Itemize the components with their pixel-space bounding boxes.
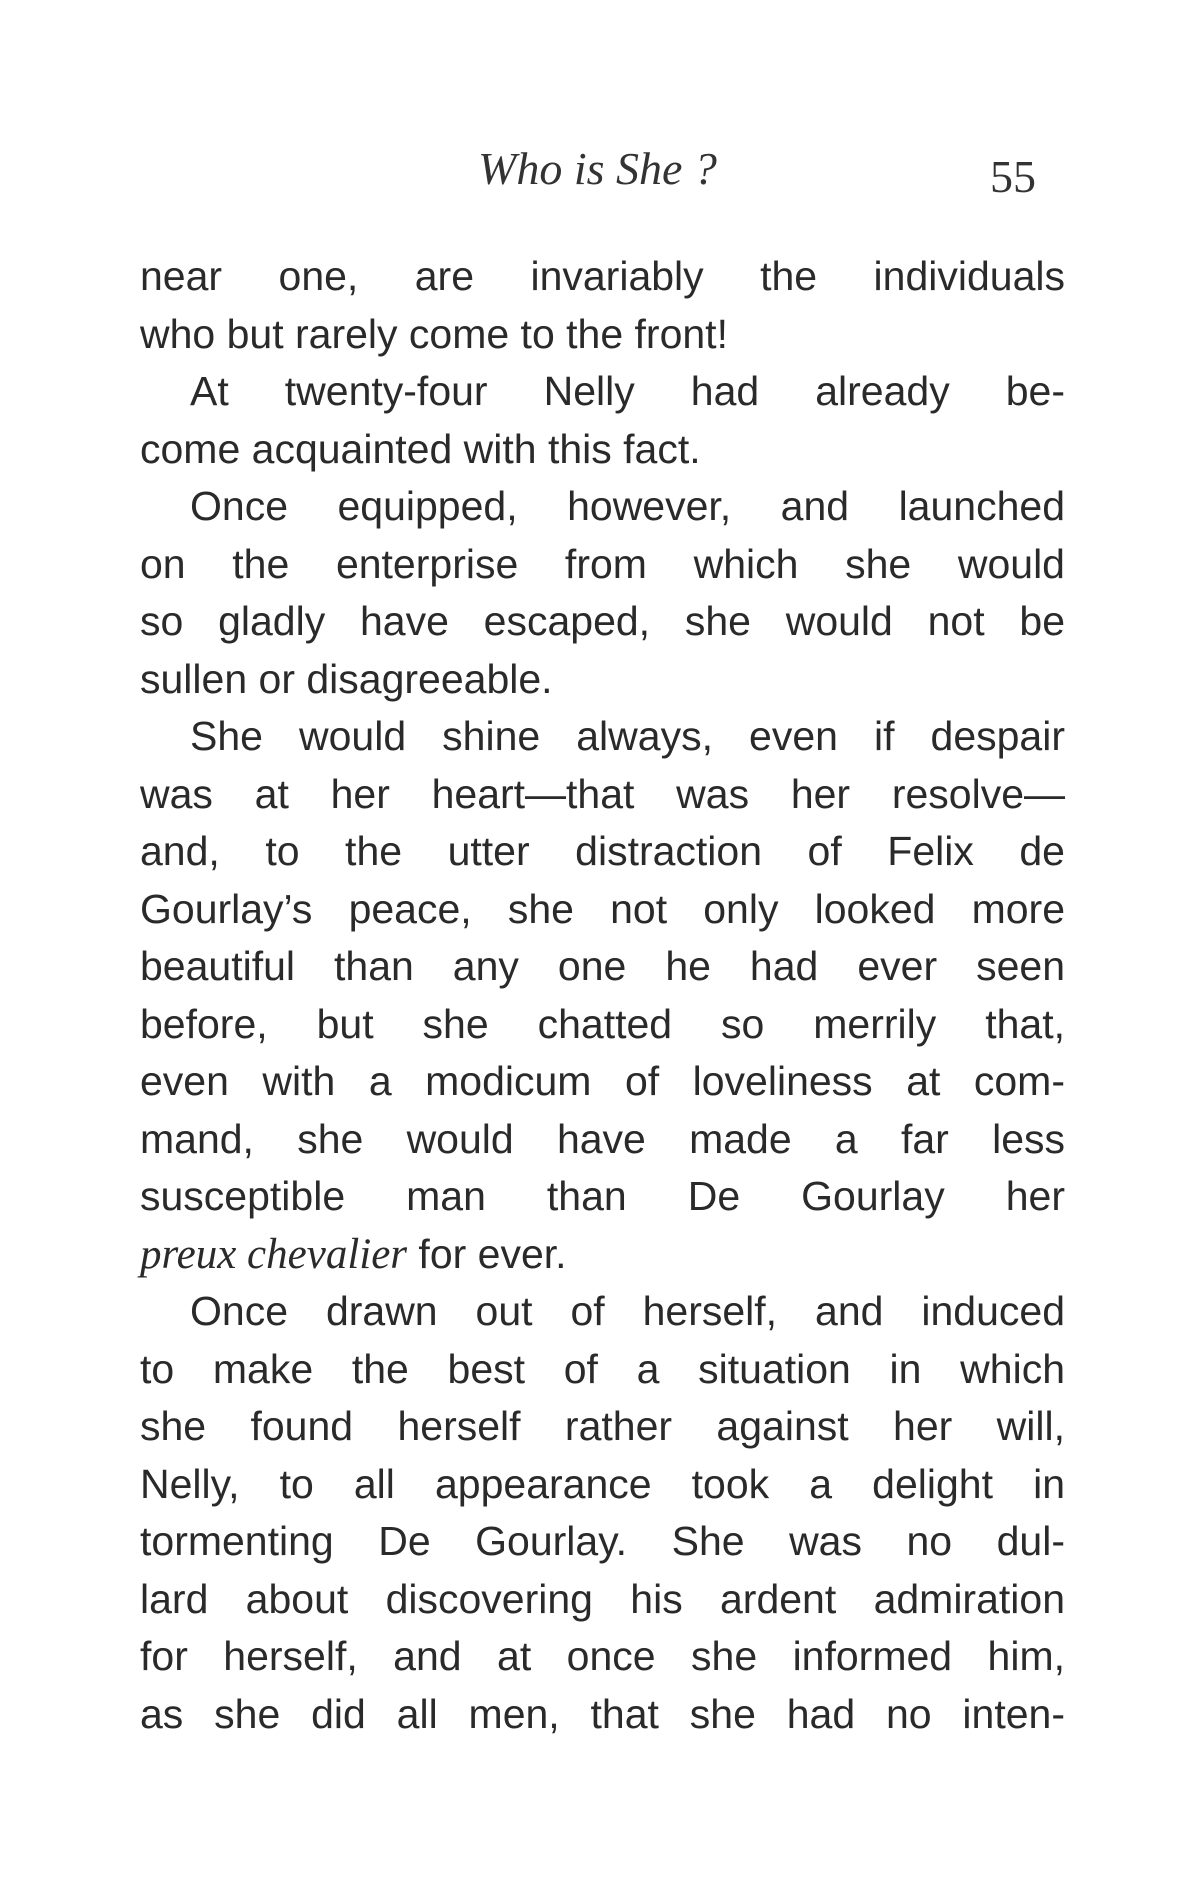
text-line: was at her heart—that was her resolve— — [140, 770, 1065, 817]
text-line: and, to the utter distraction of Felix de — [140, 828, 1065, 874]
text-line: Once equipped, however, and launched — [190, 483, 1065, 529]
text-line: beautiful than any one he had ever seen — [140, 943, 1065, 989]
text-line: for herself, and at once she informed him, — [140, 1633, 1065, 1679]
text-line: to make the best of a situation in which — [140, 1345, 1065, 1392]
text-line: lard about discovering his ardent admiration — [140, 1575, 1065, 1622]
text-line: Once drawn out of herself, and induced — [190, 1288, 1065, 1334]
text-line: on the enterprise from which she would — [140, 540, 1065, 587]
text-line: sullen or disagreeable. — [140, 655, 553, 702]
running-header — [0, 142, 1202, 206]
text-line: Gourlay’s peace, she not only looked more — [140, 885, 1065, 932]
text-line: before, but she chatted so merrily that, — [140, 1000, 1065, 1047]
text-line: near one, are invariably the individuals — [140, 253, 1065, 299]
text-line: so gladly have escaped, she would not be — [140, 598, 1065, 644]
chapter-title: Who is She ? — [478, 143, 717, 194]
text-line: tormenting De Gourlay. She was no dul- — [140, 1518, 1065, 1564]
text-line: She would shine always, even if despair — [190, 713, 1065, 759]
text-line: even with a modicum of loveliness at com- — [140, 1058, 1065, 1104]
body-text — [140, 248, 1065, 1743]
page-number: 55 — [990, 151, 1036, 202]
text-line: Nelly, to all appearance took a delight in — [140, 1460, 1065, 1507]
text-line: mand, she would have made a far less — [140, 1115, 1065, 1162]
text-line: come acquainted with this fact. — [140, 425, 701, 472]
text-line: At twenty-four Nelly had already be- — [190, 368, 1065, 414]
italic-phrase: preux chevalier — [140, 1230, 408, 1278]
text-line-mixed — [140, 1226, 1065, 1284]
text-line: susceptible man than De Gourlay her — [140, 1173, 1065, 1219]
text-line: she found herself rather against her will, — [140, 1403, 1065, 1449]
text-line: who but rarely come to the front! — [140, 310, 728, 357]
text-line: as she did all men, that she had no inten- — [140, 1690, 1065, 1737]
text-fragment: for ever. — [407, 1230, 567, 1277]
